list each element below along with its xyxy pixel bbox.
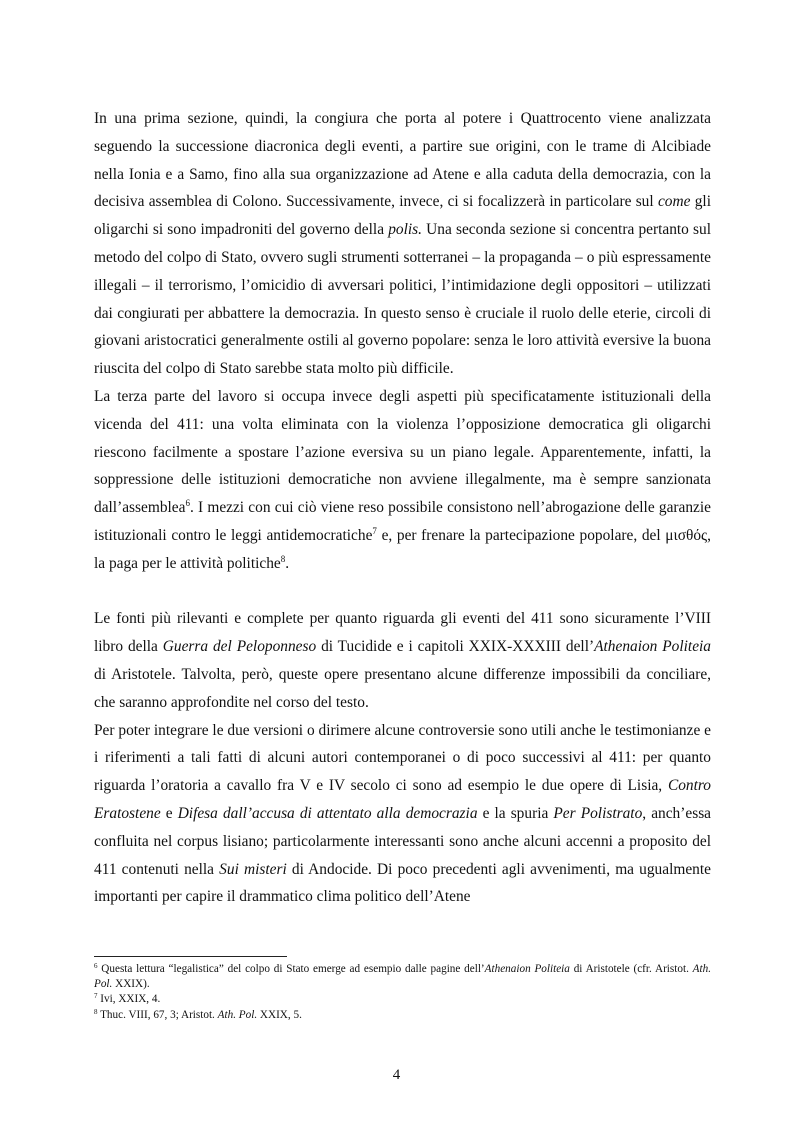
paragraph-text: Per poter integrare le due versioni o dirimere alcune controversie sono utili anche le testimonianze e i riferimenti a tali fatti di alcuni autori contemporanei o di poco successivi al 411: per quanto riguarda l’oratoria a cavallo fra V e IV secolo ci sono ad esempio le due opere di Lisia, <box>94 721 711 795</box>
paragraph-text: In una prima sezione, quindi, la congiura che porta al potere i Quattrocento viene analizzata seguendo la successione diacronica degli eventi, a partire sue origini, con le trame di Alcibiade nella Ionia e a Samo, fino alla sua organizzazione ad Atene e alla caduta della democrazia, con la decisiva assemblea di Colono. Successivamente, invece, ci si focalizzerà in particolare sul <box>94 110 711 211</box>
footnote-6 <box>94 962 711 992</box>
footnote-8 <box>94 1008 711 1023</box>
paragraph-4 <box>94 717 711 912</box>
italic-text: Ath. Pol. <box>217 1008 258 1021</box>
paragraph-text: Le fonti più rilevanti e complete per quanto riguarda gli eventi del 411 sono sicuramente l’VIII libro della <box>94 610 711 656</box>
page-number: 4 <box>392 1067 401 1083</box>
italic-text: Difesa dall’accusa di attentato alla democrazia <box>177 804 478 822</box>
italic-text: Athenaion Politeia <box>594 638 711 656</box>
paragraph-2 <box>94 383 711 578</box>
footnote-number: 8 <box>94 1007 98 1016</box>
footnote-text: XXIX, 5. <box>257 1008 302 1021</box>
footnote-text: Questa lettura “legalistica” del colpo di Stato emerge ad esempio dalle pagine dell’ <box>97 963 485 975</box>
italic-text: Guerra del Peloponneso <box>162 638 317 656</box>
footnote-text: di Aristotele (cfr. Aristot. <box>569 963 693 975</box>
italic-text: come <box>657 193 691 211</box>
footnote-text: Ivi, XXIX, 4. <box>97 993 161 1006</box>
paragraph-text: di Aristotele. Talvolta, però, queste opere presentano alcune differenze impossibili da conciliare, che saranno approfondite nel corso del testo. <box>94 665 711 711</box>
paragraph-3 <box>94 605 711 716</box>
footnote-ref-8[interactable]: 8 <box>280 553 286 564</box>
footnote-number: 7 <box>94 992 98 1001</box>
paragraph-text: di Andocide. Di poco precedenti agli avvenimenti, ma ugualmente importanti per capire il drammatico clima politico dell’Atene <box>94 860 711 906</box>
footnote-text: Thuc. VIII, 67, 3; Aristot. <box>97 1008 218 1021</box>
footnote-text: XXIX). <box>112 978 150 991</box>
footnote-separator <box>94 956 287 957</box>
footnotes <box>94 962 711 1023</box>
footnote-number: 6 <box>94 962 98 970</box>
paragraph-text: . I mezzi con cui ciò viene reso possibile consistono nell’abrogazione delle garanzie istituzionali contro le leggi antidemocratiche <box>94 499 711 544</box>
footnote-7 <box>94 992 711 1007</box>
italic-text: Contro Eratostene <box>94 777 711 822</box>
italic-text: Ath. Pol. <box>94 963 712 991</box>
paragraph-gap <box>94 578 711 606</box>
italic-text: polis. <box>388 221 422 239</box>
italic-text: Per Polistrato <box>553 804 643 822</box>
paragraph-text: e la spuria <box>477 804 554 822</box>
italic-text: Sui misteri <box>219 860 287 878</box>
footnote-ref-6[interactable]: 6 <box>185 498 190 509</box>
paragraph-text: di Tucidide e i capitoli XXIX-XXXIII dell’ <box>316 638 595 656</box>
paragraph-text: La terza parte del lavoro si occupa invece degli aspetti più specificatamente istituzionali della vicenda del 411: una volta eliminata con la violenza l’opposizione democratica gli oligarchi riescono facilmente a spostare l’azione eversiva su un piano legale. Apparentemente, infatti, la soppressione delle istituzioni democratiche non avviene illegalmente, ma è sempre sanzionata dall’assemblea <box>94 387 711 517</box>
body-text <box>94 105 711 911</box>
footnote-ref-7[interactable]: 7 <box>372 525 377 536</box>
paragraph-text: , anch’essa confluita nel corpus lisiano; particolarmente interessanti sono anche alcuni accenni a proposito del 411 contenuti nella <box>94 804 712 878</box>
paragraph-text: . <box>285 554 290 572</box>
italic-text: Athenaion Politeia <box>484 963 570 975</box>
paragraph-1 <box>94 105 711 383</box>
paragraph-text: Una seconda sezione si concentra pertanto sul metodo del colpo di Stato, ovvero sugli strumenti sotterranei – la propaganda – o più espressamente illegali – il terrorismo, l’omicidio di avversari politici, l’intimidazione degli oppositori – utilizzati dai congiurati per abbattere la democrazia. In questo senso è cruciale il ruolo delle eterie, circoli di giovani aristocratici generalmente ostili al governo popolare: senza le loro attività eversive la buona riuscita del colpo di Stato sarebbe stata molto più difficile. <box>94 221 711 378</box>
paragraph-text: e, per frenare la partecipazione popolare, del μισθός, la paga per le attività politiche <box>94 526 711 572</box>
paragraph-text: e <box>160 804 178 822</box>
paragraph-text: gli oligarchi si sono impadroniti del governo della <box>94 193 711 239</box>
